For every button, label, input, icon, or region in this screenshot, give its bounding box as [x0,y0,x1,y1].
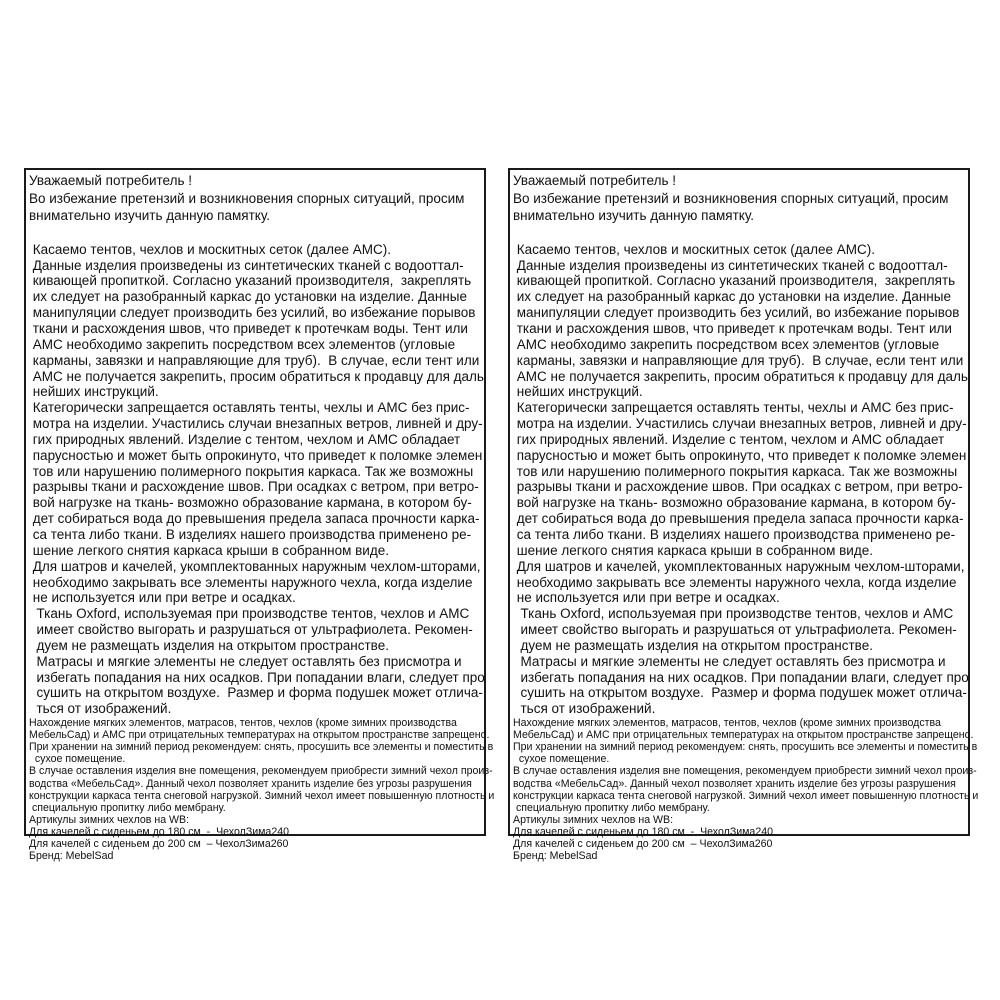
fine-print-line: При хранении на зимний период рекомендуем: снять, просушить все элементы и поместить в [29,741,494,754]
body-line: нейших инструкций. [29,384,159,400]
fine-print-line: Бренд: MebelSad [29,850,114,863]
body-line: их следует на разобранный каркас до установки на изделие. Данные [513,289,951,305]
paragraph-gap [513,225,965,242]
body-line: вой нагрузке на ткань- возможно образование кармана, в котором бу- [513,495,956,511]
body-line: АМС необходимо закрепить посредством всех элементов (угловые [513,336,940,352]
body-line: карманы, завязки и направляющие для труб). В случае, если тент или [29,352,480,368]
body-line: дуем не размещать изделия на открытом пространстве. [29,637,389,653]
body-line: ткани и расхождения швов, что приведет к протечкам воды. Тент или [513,321,952,336]
fine-print-line: сухое помещение. [513,753,610,766]
body-line: сушить на открытом воздухе. Размер и форма подушек может отлича- [29,685,483,701]
body-line: гих природных явлений. Изделие с тентом, чехлом и АМС обладает [513,431,945,447]
body-line: имеет свойство выгорать и разрушаться от ультрафиолета. Рекомен- [513,622,957,638]
body-line: разрывы ткани и расхождение швов. При осадках с ветром, при ветро- [29,479,479,495]
fine-print-line: специальную пропитку либо мембрану. [513,801,710,814]
fine-print-line: МебельСад) и АМС при отрицательных температурах на открытом пространстве запрещено. [29,729,490,742]
fine-print-line: водства «МебельСад». Данный чехол позволяет хранить изделие без угрозы разрушения [29,777,472,790]
fine-print-line: водства «МебельСад». Данный чехол позволяет хранить изделие без угрозы разрушения [513,777,956,790]
body-line: вой нагрузке на ткань- возможно образование кармана, в котором бу- [29,495,472,511]
body-line: тов или нарушению полимерного покрытия каркаса. Так же возможны [29,463,474,479]
body-line: Ткань Oxford, используемая при производстве тентов, чехлов и АМС [29,606,470,622]
body-line: манипуляции следует производить без усилий, во избежание порывов [513,305,960,321]
fine-print-line: конструкции каркаса тента снеговой нагрузкой. Зимний чехол имеет повышенную плотность и [513,789,979,802]
paragraph-gap [29,225,481,242]
intro-line: внимательно изучить данную памятку. [513,208,754,224]
fine-print-line: конструкции каркаса тента снеговой нагрузкой. Зимний чехол имеет повышенную плотность и [29,789,495,802]
greeting-heading: Уважаемый потребитель ! [29,173,193,188]
body-line: Касаемо тентов, чехлов и москитных сеток (далее АМС). [29,241,391,257]
body-line: шение легкого снятия каркаса крыши в собранном виде. [513,542,873,558]
body-line: гих природных явлений. Изделие с тентом, чехлом и АМС обладает [29,431,461,447]
body-line: разрывы ткани и расхождение швов. При осадках с ветром, при ветро- [513,479,963,495]
body-line: ться от изображений. [513,701,656,717]
fine-print-line: При хранении на зимний период рекомендуем: снять, просушить все элементы и поместить в [513,741,978,754]
body-line: тов или нарушению полимерного покрытия каркаса. Так же возможны [513,463,958,479]
body-line: кивающей пропиткой. Согласно указаний производителя, закреплять [513,273,956,289]
fine-print-line: специальную пропитку либо мембрану. [29,801,226,814]
fine-print-line: Для качелей с сиденьем до 200 см – ЧехолЗима260 [513,838,773,851]
body-line: са тента либо ткани. В изделиях нашего производства применено ре- [513,526,956,542]
body-line: Для шатров и качелей, укомплектованных наружным чехлом-шторами, [29,558,481,574]
body-line: Матрасы и мягкие элементы не следует оставлять без присмотра и [29,653,462,669]
notice-card-left [24,168,495,863]
body-line: кивающей пропиткой. Согласно указаний производителя, закреплять [29,273,472,289]
fine-print-line: В случае оставления изделия вне помещения, рекомендуем приобрести зимний чехол произ- [29,765,493,778]
body-line: Данные изделия произведены из синтетических тканей с водооттал- [513,257,948,273]
body-line: ткани и расхождения швов, что приведет к протечкам воды. Тент или [29,321,468,336]
body-line: их следует на разобранный каркас до установки на изделие. Данные [29,289,467,305]
fine-print-line: Для качелей с сиденьем до 180 см - ЧехолЗима240 [29,825,289,838]
greeting-heading: Уважаемый потребитель ! [513,173,677,188]
body-line: парусностью и может быть опрокинуто, что приведет к поломке элемен [29,447,483,463]
body-line: необходимо закрывать все элементы наружного чехла, когда изделие [29,574,473,590]
body-line: карманы, завязки и направляющие для труб). В случае, если тент или [513,352,964,368]
body-line: не используется или при ветре и осадках. [29,590,296,606]
notice-card-right [508,168,979,863]
fine-print-line: Артикулы зимних чехлов на WB: [513,813,674,826]
body-line: Категорически запрещается оставлять тенты, чехлы и АМС без прис- [29,400,470,416]
fine-print-line: Нахождение мягких элементов, матрасов, тентов, чехлов (кроме зимних производства [513,717,941,730]
body-line: шение легкого снятия каркаса крыши в собранном виде. [29,542,389,558]
body-line: манипуляции следует производить без усилий, во избежание порывов [29,305,476,321]
body-line: мотра на изделии. Участились случаи внезапных ветров, ливней и дру- [513,416,967,432]
body-line: нейших инструкций. [513,384,643,400]
body-line: АМС необходимо закрепить посредством всех элементов (угловые [29,336,456,352]
body-line: Ткань Oxford, используемая при производстве тентов, чехлов и АМС [513,606,954,622]
body-line: Данные изделия произведены из синтетических тканей с водооттал- [29,257,464,273]
fine-print-line: Бренд: MebelSad [513,850,598,863]
body-line: са тента либо ткани. В изделиях нашего производства применено ре- [29,526,472,542]
body-line: дуем не размещать изделия на открытом пространстве. [513,637,873,653]
body-line: дет собираться вода до превышения предела запаса прочности карка- [513,511,964,527]
intro-line: внимательно изучить данную памятку. [29,208,270,224]
fine-print-line: Нахождение мягких элементов, матрасов, тентов, чехлов (кроме зимних производства [29,717,457,730]
body-line: парусностью и может быть опрокинуто, что приведет к поломке элемен [513,447,967,463]
body-line: не используется или при ветре и осадках. [513,590,780,606]
body-line: Категорически запрещается оставлять тенты, чехлы и АМС без прис- [513,400,954,416]
body-line: избегать попадания на них осадков. При попадании влаги, следует про [29,669,485,685]
body-line: необходимо закрывать все элементы наружного чехла, когда изделие [513,574,957,590]
body-line: АМС не получается закрепить, просим обратиться к продавцу для даль [513,368,968,384]
fine-print-line: Для качелей с сиденьем до 200 см – ЧехолЗима260 [29,838,289,851]
intro-line: Во избежание претензий и возникновения спорных ситуаций, просим [29,190,465,206]
fine-print-line: МебельСад) и АМС при отрицательных температурах на открытом пространстве запрещено. [513,729,974,742]
body-line: имеет свойство выгорать и разрушаться от ультрафиолета. Рекомен- [29,622,473,638]
fine-print-line: Артикулы зимних чехлов на WB: [29,813,190,826]
body-line: Для шатров и качелей, укомплектованных наружным чехлом-шторами, [513,558,965,574]
body-line: сушить на открытом воздухе. Размер и форма подушек может отлича- [513,685,967,701]
fine-print-line: Для качелей с сиденьем до 180 см - ЧехолЗима240 [513,825,773,838]
body-line: Касаемо тентов, чехлов и москитных сеток (далее АМС). [513,241,875,257]
fine-print-line: В случае оставления изделия вне помещения, рекомендуем приобрести зимний чехол произ- [513,765,977,778]
intro-line: Во избежание претензий и возникновения спорных ситуаций, просим [513,190,949,206]
body-line: избегать попадания на них осадков. При попадании влаги, следует про [513,669,969,685]
body-line: мотра на изделии. Участились случаи внезапных ветров, ливней и дру- [29,416,483,432]
body-line: АМС не получается закрепить, просим обратиться к продавцу для даль [29,368,484,384]
body-line: дет собираться вода до превышения предела запаса прочности карка- [29,511,480,527]
body-line: Матрасы и мягкие элементы не следует оставлять без присмотра и [513,653,946,669]
fine-print-line: сухое помещение. [29,753,126,766]
body-line: ться от изображений. [29,701,172,717]
